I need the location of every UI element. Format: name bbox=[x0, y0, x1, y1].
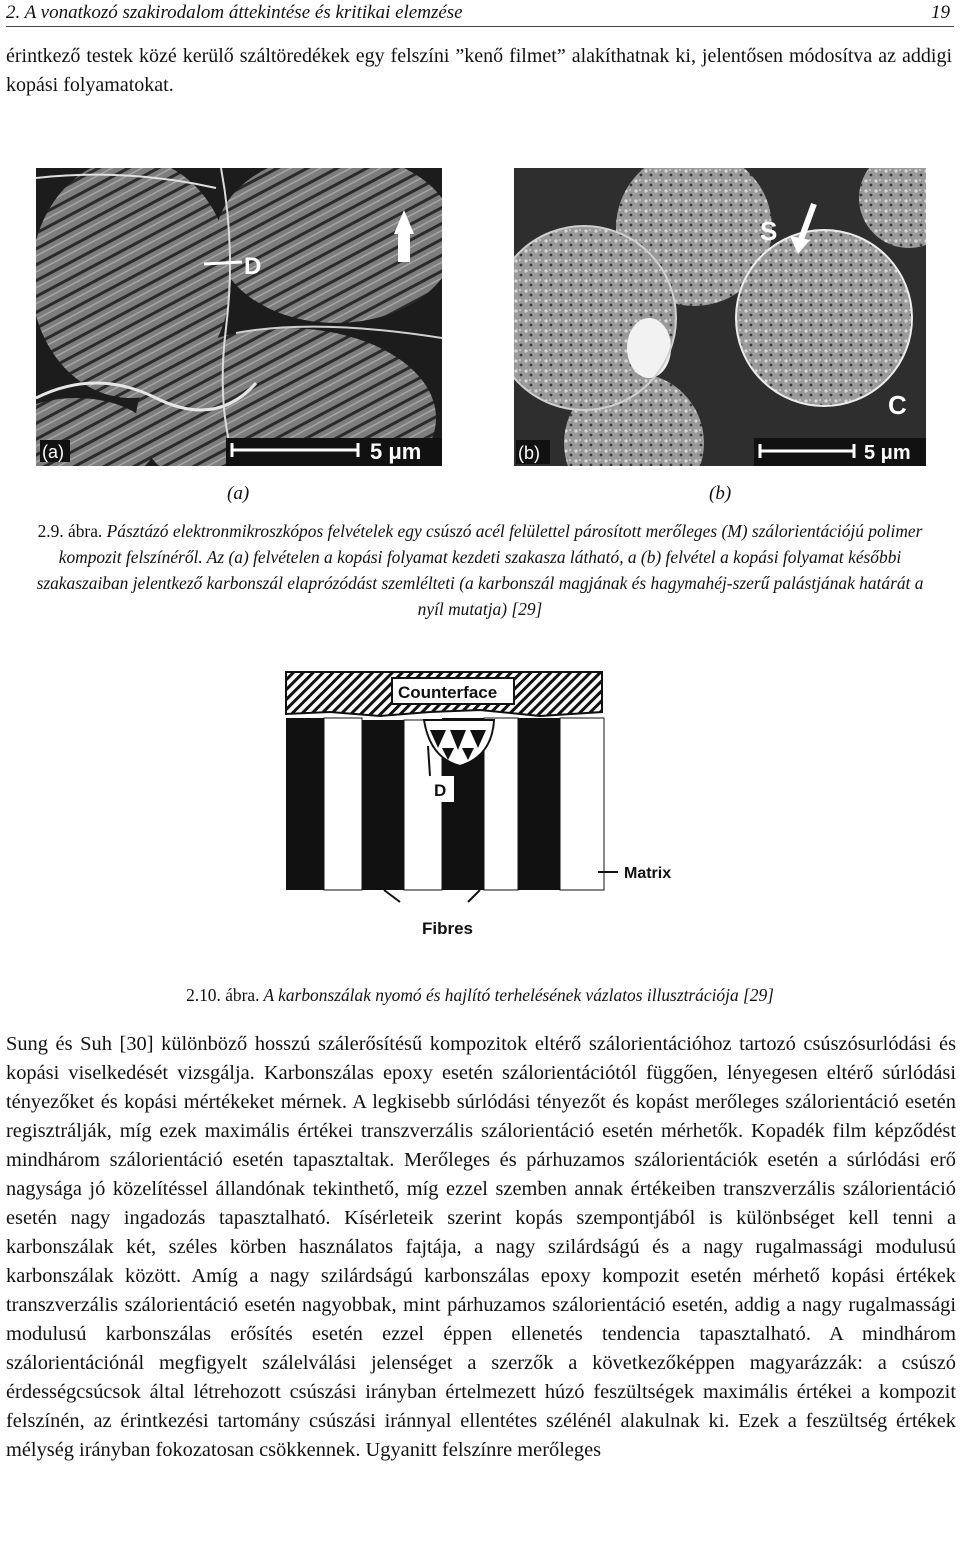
figure-caption-2-9 bbox=[24, 518, 936, 622]
subfigure-label-a: (a) bbox=[227, 483, 250, 504]
marker-c-label: C bbox=[888, 390, 907, 420]
intro-paragraph: érintkező testek közé kerülő száltöredékek egy felszíni ”kenő filmet” alakíthatnak ki, jelentősen módosítva az addigi kopási folyamatokat. bbox=[6, 45, 952, 96]
subfigure-label-b: (b) bbox=[709, 483, 732, 504]
running-header bbox=[6, 0, 954, 27]
figure-number-2-10: 2.10. ábra. bbox=[186, 985, 260, 1005]
fibre-4 bbox=[518, 718, 560, 890]
body-paragraph: Sung és Suh [30] különböző hosszú szálerősítésű kompozitok eltérő szálorientációhoz tartozó csúszósurlódási és kopási viselkedését vizsgálja. Karbonszálas epoxy esetén szálorientációtól függően, lényegesen eltérő súrlódási tényezőket és kopási mértékeket mérnek. A legkisebb súrlódási tényezőt és kopást merőleges szálorientáció esetén regisztrálják, míg ezek maximális értékei transzverzális szálorientáció esetén mérhetők. Kopadék film képződést mindhárom szálorientáció esetén tapasztaltak. Merőleges és párhuzamos szálorientációk esetén a súrlódási erő nagysága jó közelítéssel állandónak tekinthető, míg ezzel szemben annak értékeiben transzverzális szálorientáció esetén nagy ingadozás tapasztalható. Kísérleteik szerint kopás szempontjából is különbséget kell tenni a karbonszálak két, széles körben használatos fajtája, a nagy szilárdságú és a nagy rugalmassági modulusú karbonszálak között. Amíg a nagy szilárdságú karbonszálas epoxy kompozit esetén mérhető kopási értékek transzverzális szálorientáció esetén nagyobbak, mint párhuzamos szálorientáció esetén, addig a nagy rugalmassági modulusú karbonszálas erősítés esetén ezzel éppen ellenetés tendencia tapasztalható. A mindhárom szálorientációnál megfigyelt szálelválási jelenséget a szerzők a következőképpen magyarázzák: a csúszó érdességcsúcsok által létrehozott csúszási irányban értelmezett húzó feszültségek maximális értékei a kompozit felszínén, az érintkezési tartomány csúszási iránnyal ellentétes szélénél alakulnak ki. Ezek a feszültség értékek mélység irányban fokozatosan csökkennek. Ugyanitt felszínre merőleges bbox=[6, 1033, 956, 1461]
damage-label: D bbox=[434, 781, 447, 800]
sem-photo-a bbox=[36, 168, 442, 466]
corner-label-b: (b) bbox=[518, 443, 540, 463]
sem-image-a bbox=[36, 168, 442, 466]
chapter-title: 2. A vonatkozó szakirodalom áttekintése és kritikai elemzése bbox=[6, 2, 463, 23]
fibre-2 bbox=[362, 720, 404, 890]
fibres-label: Fibres bbox=[422, 919, 474, 938]
page-number: 19 bbox=[931, 2, 950, 23]
fibre-loading-schematic bbox=[280, 664, 700, 944]
scale-label-a: 5 μm bbox=[370, 439, 422, 464]
marker-s-label: S bbox=[760, 216, 778, 246]
matrix-label: Matrix bbox=[624, 865, 672, 882]
marker-d-label: D bbox=[244, 253, 262, 280]
fibre-loading-diagram bbox=[280, 664, 700, 944]
direction-arrow-a bbox=[398, 232, 410, 262]
figure-caption-text-2-10: A karbonszálak nyomó és hajlító terhelésének vázlatos illusztrációja [29] bbox=[263, 985, 774, 1005]
marker-d-line bbox=[204, 262, 242, 264]
corner-label-a: (a) bbox=[42, 442, 64, 462]
fibre-1 bbox=[286, 718, 324, 890]
counterface-label: Counterface bbox=[398, 683, 498, 702]
sem-photo-b bbox=[514, 168, 926, 466]
figure-caption-text-2-9: Pásztázó elektronmikroszkópos felvételek egy csúszó acél felülettel párosított merőleges (M) szálorientációjú polimer kompozit felszínéről. Az (a) felvételen a kopási folyamat kezdeti szakasza látható, a (b) felvétel a kopási folyamat későbbi szakaszaiban jelentkező karbonszál elaprózódást szemlélteti (a karbonszál magjának és hagymahéj-szerű palástjának határát a nyíl mutatja) [29] bbox=[36, 521, 924, 619]
figure-number-2-9: 2.9. ábra. bbox=[37, 521, 103, 541]
figure-caption-2-10 bbox=[24, 982, 936, 1008]
sem-image-b bbox=[514, 168, 926, 466]
scale-label-b: 5 μm bbox=[864, 442, 911, 464]
